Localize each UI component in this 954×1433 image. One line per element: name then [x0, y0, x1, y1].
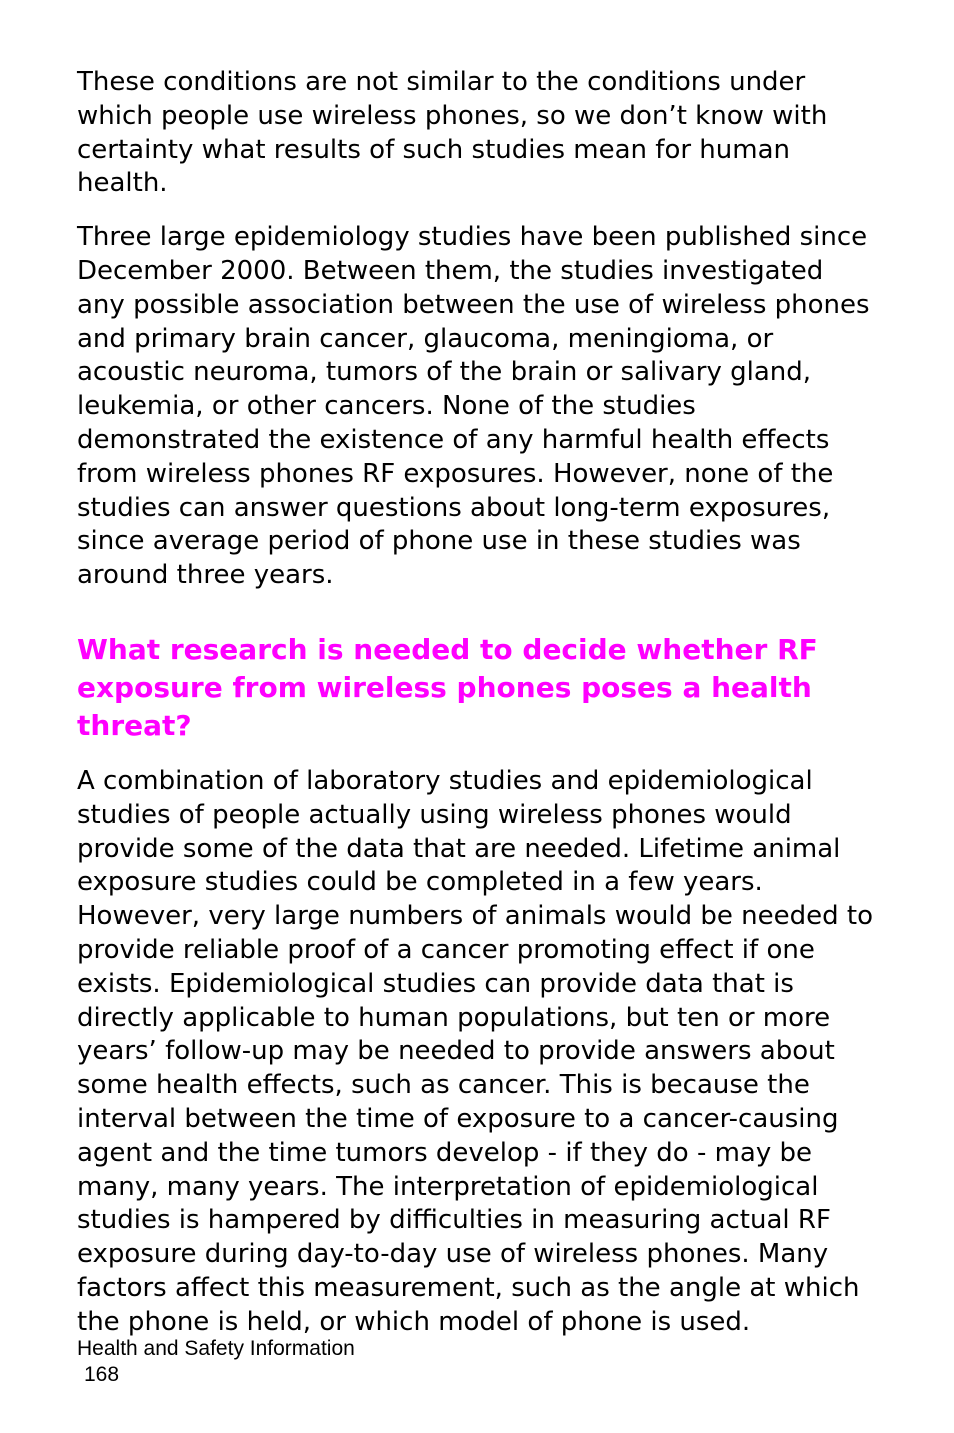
page-footer: [77, 1336, 355, 1388]
page-number: 168: [84, 1363, 120, 1386]
section-body-paragraph: A combination of laboratory studies and epidemiological studies of people actually using wireless phones would provide some of the data that are needed. Lifetime animal exposure studies could be completed in a few years. However, very large numbers of animals would be needed to provide reliable proof of a cancer promoting effect if one exists. Epidemiological studies can provide data that is directly applicable to human populations, but ten or more years’ follow-up may be needed to provide answers about some health effects, such as cancer. This is because the interval between the time of exposure to a cancer-causing agent and the time tumors develop - if they do - may be many, many years. The interpretation of epidemiological studies is hampered by difficulties in measuring actual RF exposure during day-to-day use of wireless phones. Many factors affect this measurement, such as the angle at which the phone is held, or which model of phone is used.: [77, 765, 873, 1337]
section-heading: What research is needed to decide whether RF exposure from wireless phones poses a health threat?: [77, 632, 818, 742]
body-paragraph-conditions: These conditions are not similar to the conditions under which people use wireless phones, so we don’t know with certainty what results of such studies mean for human health.: [77, 67, 828, 199]
body-paragraph-epidemiology-studies: Three large epidemiology studies have been published since December 2000. Between them, the studies investigated any possible association between the use of wireless phones and primary brain cancer, glaucoma, meningioma, or acoustic neuroma, tumors of the brain or salivary gland, leukemia, or other cancers. None of the studies demonstrated the existence of any harmful health effects from wireless phones RF exposures. However, none of the studies can answer questions about long-term exposures, since average period of phone use in these studies was around three years.: [77, 222, 870, 591]
document-page: [77, 66, 877, 1360]
footer-section-title: Health and Safety Information: [77, 1337, 355, 1360]
